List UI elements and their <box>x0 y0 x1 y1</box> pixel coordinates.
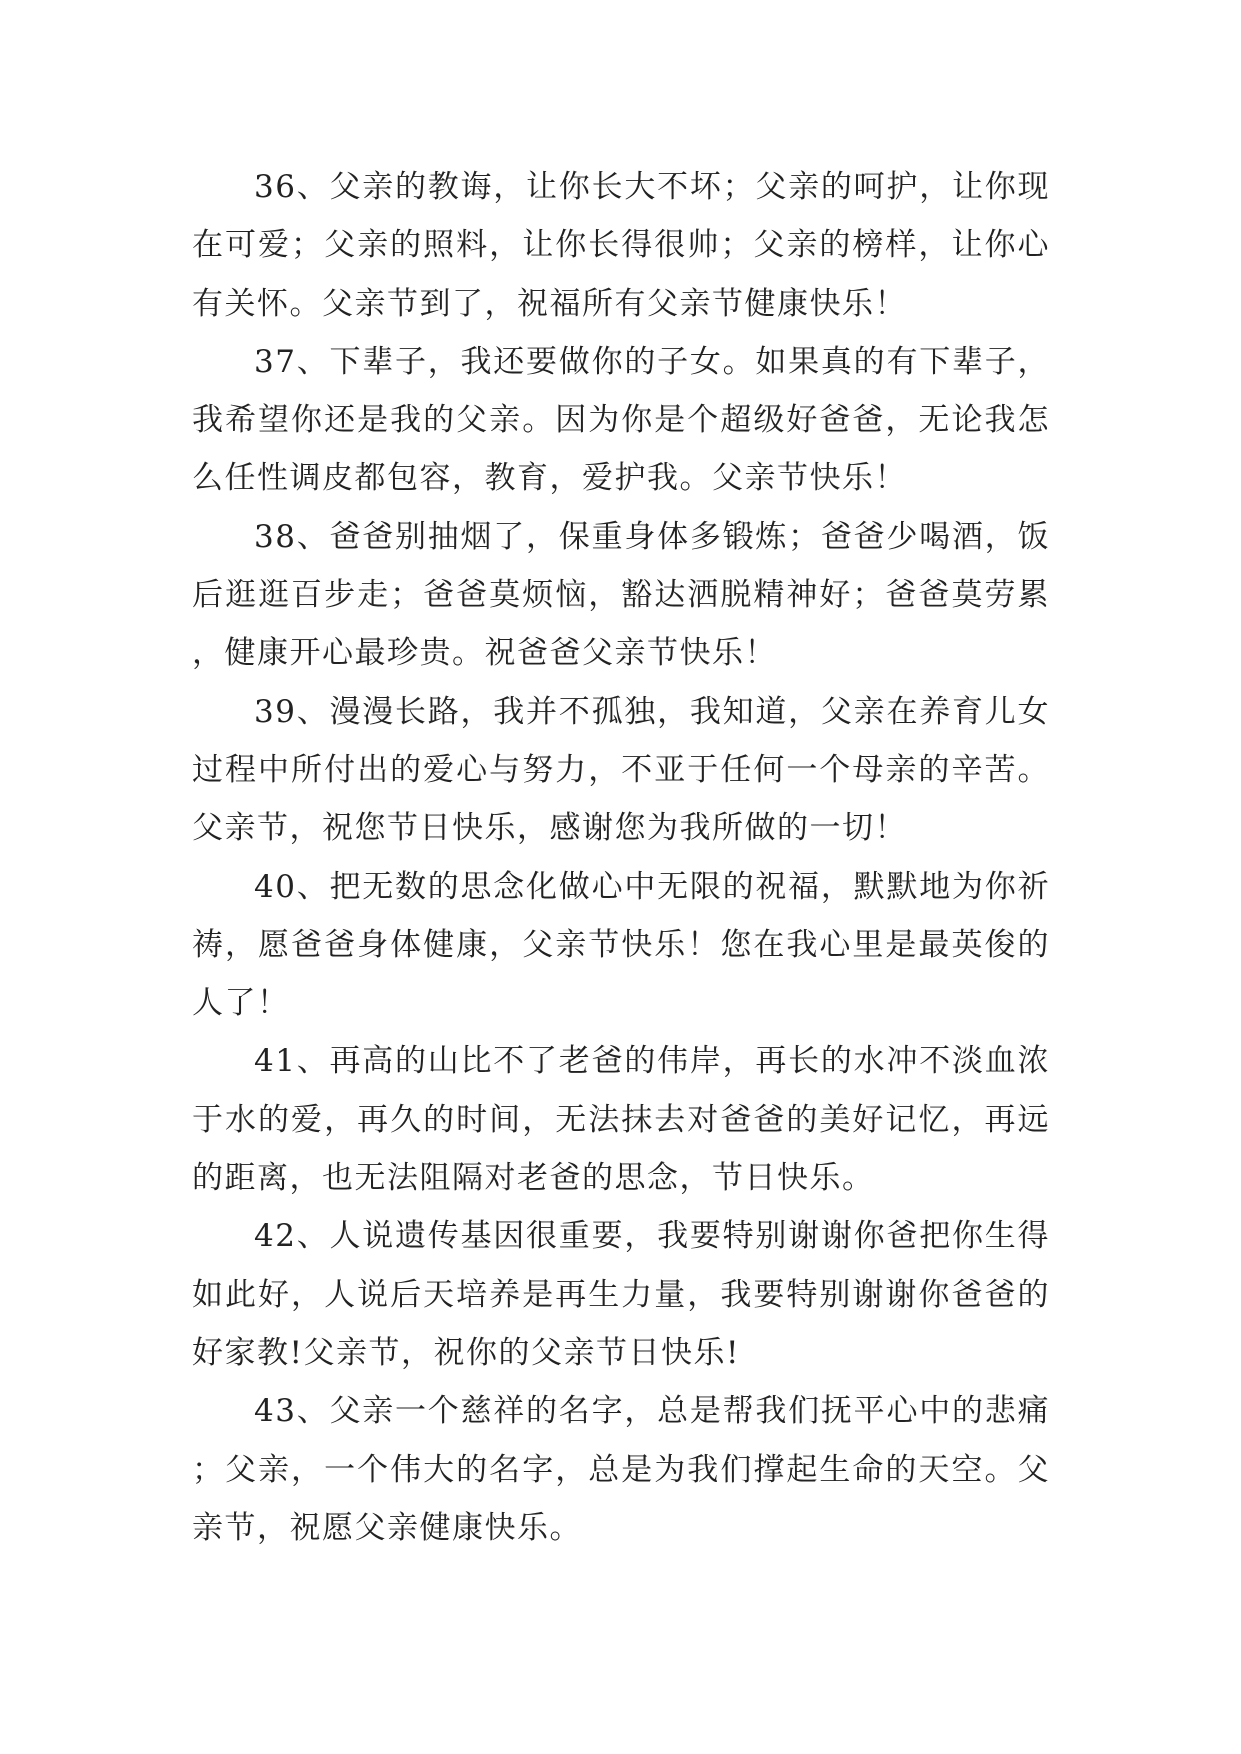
paragraph-36: 36、父亲的教诲，让你长大不坏；父亲的呵护，让你现在可爱；父亲的照料，让你长得很帅；父亲的榜样，让你心有关怀。父亲节到了，祝福所有父亲节健康快乐！ <box>192 169 1050 322</box>
paragraph-38: 38、爸爸别抽烟了，保重身体多锻炼；爸爸少喝酒，饭后逛逛百步走；爸爸莫烦恼，豁达洒脱精神好；爸爸莫劳累，健康开心最珍贵。祝爸爸父亲节快乐！ <box>192 518 1050 672</box>
paragraph-41: 41、再高的山比不了老爸的伟岸，再长的水冲不淡血浓于水的爱，再久的时间，无法抹去对爸爸的美好记忆，再远的距离，也无法阻隔对老爸的思念，节日快乐。 <box>192 1043 1050 1197</box>
document-body <box>192 158 1050 1557</box>
paragraph-42: 42、人说遗传基因很重要，我要特别谢谢你爸把你生得如此好，人说后天培养是再生力量，我要特别谢谢你爸爸的好家教!父亲节，祝你的父亲节日快乐! <box>192 1218 1050 1371</box>
paragraph-37: 37、下辈子，我还要做你的子女。如果真的有下辈子，我希望你还是我的父亲。因为你是个超级好爸爸，无论我怎么任性调皮都包容，教育，爱护我。父亲节快乐！ <box>192 343 1050 497</box>
paragraph-39: 39、漫漫长路，我并不孤独，我知道，父亲在养育儿女过程中所付出的爱心与努力，不亚于任何一个母亲的辛苦。父亲节，祝您节日快乐，感谢您为我所做的一切！ <box>192 693 1050 847</box>
paragraph-43: 43、父亲一个慈祥的名字，总是帮我们抚平心中的悲痛；父亲，一个伟大的名字，总是为我们撑起生命的天空。父亲节，祝愿父亲健康快乐。 <box>192 1393 1050 1546</box>
paragraph-40: 40、把无数的思念化做心中无限的祝福，默默地为你祈祷，愿爸爸身体健康，父亲节快乐！您在我心里是最英俊的人了！ <box>192 868 1050 1022</box>
